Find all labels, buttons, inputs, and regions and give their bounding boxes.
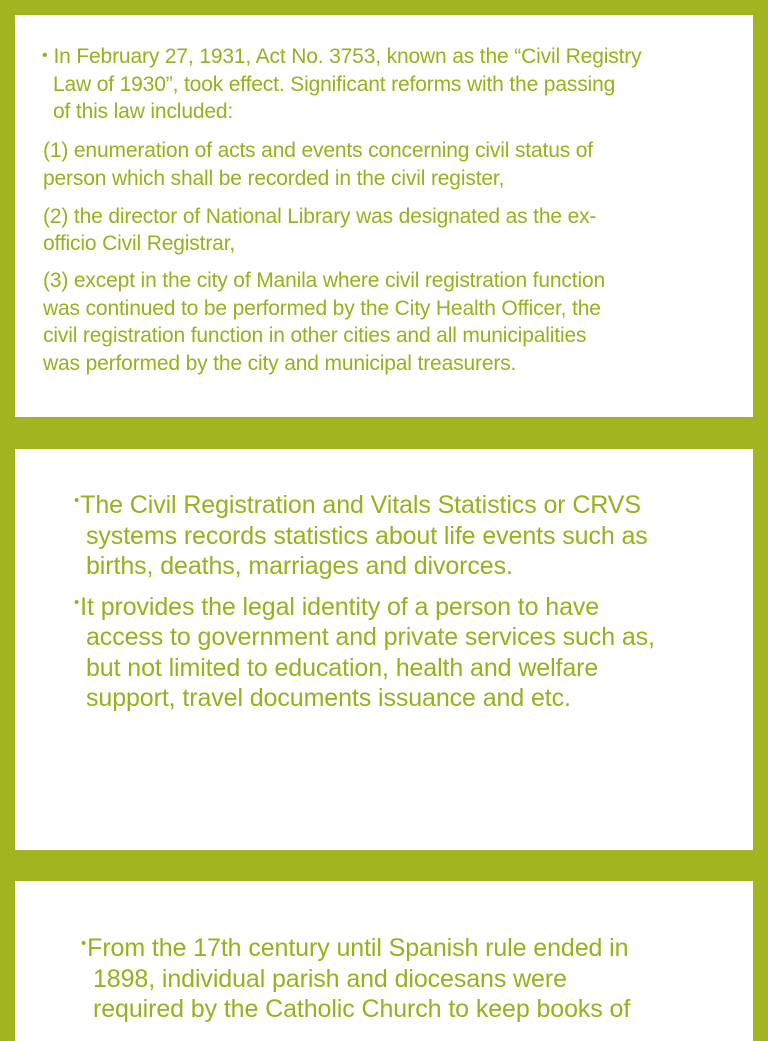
slide3-point1-line-2: 1898, individual parish and diocesans were [93,965,567,993]
slide2-point2-line-1: •It provides the legal identity of a person to have [74,593,600,621]
slide3-point1-line-3: required by the Catholic Church to keep books of [93,995,631,1023]
slide1-item3-line-4: was performed by the city and municipal treasurers. [43,352,517,375]
slide1-intro-line-2: Law of 1930”, took effect. Significant reforms with the passing [53,73,616,96]
slide1-item3-line-3: civil registration function in other cities and all municipalities [43,324,587,347]
slide1-item1-line-2: person which shall be recorded in the civil register, [43,167,505,190]
slide2-point2-line-2: access to government and private services such as, [86,623,655,651]
slide2-point2-line-4: support, travel documents issuance and etc. [86,684,571,712]
slide1-item2-line-2: officio Civil Registrar, [43,232,236,255]
slide1-intro-line-1: • In February 27, 1931, Act No. 3753, known as the “Civil Registry [42,45,642,68]
bullet-icon: • [42,47,48,64]
slide2-point2-line-3: but not limited to education, health and welfare [86,654,599,682]
slide1-item1-line-1: (1) enumeration of acts and events concerning civil status of [43,139,593,162]
slide2-point1-line-3: births, deaths, marriages and divorces. [86,552,513,580]
slide-civil-registry-law [15,15,753,417]
bullet-icon: • [81,935,87,952]
slide3-point1-line-1: •From the 17th century until Spanish rule ended in [81,934,629,962]
slide1-item3-line-2: was continued to be performed by the City Health Officer, the [43,297,601,320]
slide2-point1-line-1: •The Civil Registration and Vitals Statistics or CRVS [74,491,641,519]
bullet-icon: • [74,594,80,611]
slide2-point1-line-2: systems records statistics about life events such as [86,522,648,550]
slide-spanish-era-records [15,881,753,1041]
slide-crvs-systems [15,449,753,850]
slide1-item2-line-1: (2) the director of National Library was designated as the ex- [43,205,597,228]
slide1-item3-line-1: (3) except in the city of Manila where civil registration function [43,269,606,292]
slide1-intro-line-3: of this law included: [53,100,234,123]
bullet-icon: • [74,492,80,509]
